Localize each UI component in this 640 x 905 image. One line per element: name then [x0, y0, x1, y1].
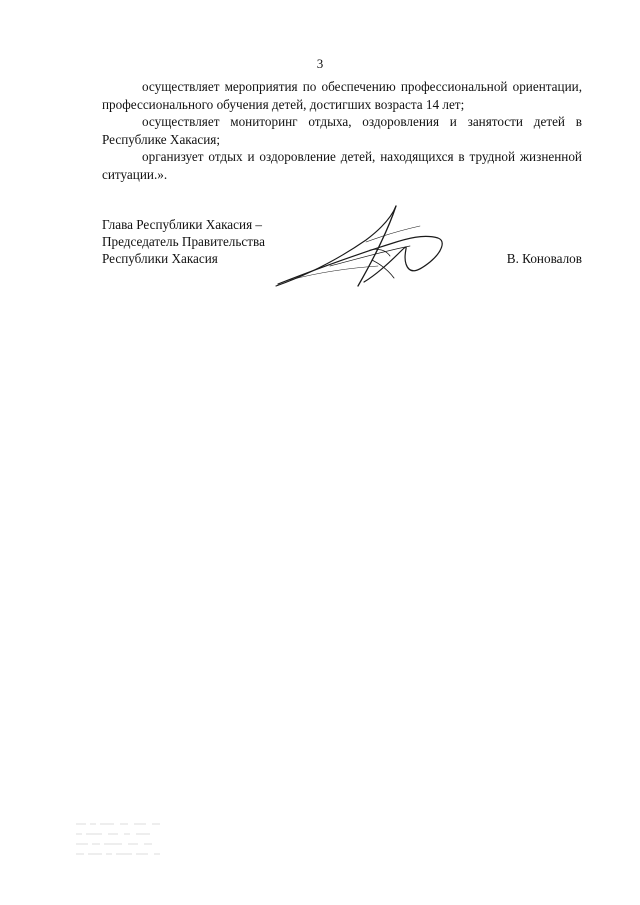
- body-text: [102, 78, 582, 183]
- signer-title: [102, 216, 265, 267]
- paragraph: осуществляет мониторинг отдыха, оздоровления и занятости детей в Республике Хакасия;: [102, 114, 582, 147]
- handwritten-signature: [270, 200, 460, 292]
- faded-stamp-mark: [74, 818, 174, 862]
- signer-title-line: Председатель Правительства: [102, 234, 265, 249]
- signature-block: [102, 216, 582, 296]
- paragraph: организует отдых и оздоровление детей, находящихся в трудной жизненной ситуации.».: [102, 149, 582, 182]
- signer-title-line: Республики Хакасия: [102, 251, 218, 266]
- page-number: 3: [316, 56, 324, 71]
- signer-name: В. Коновалов: [506, 251, 582, 266]
- signer-title-line: Глава Республики Хакасия –: [102, 217, 263, 232]
- paragraph: осуществляет мероприятия по обеспечению профессиональной ориентации, профессионального обучения детей, достигших возраста 14 лет;: [102, 79, 582, 112]
